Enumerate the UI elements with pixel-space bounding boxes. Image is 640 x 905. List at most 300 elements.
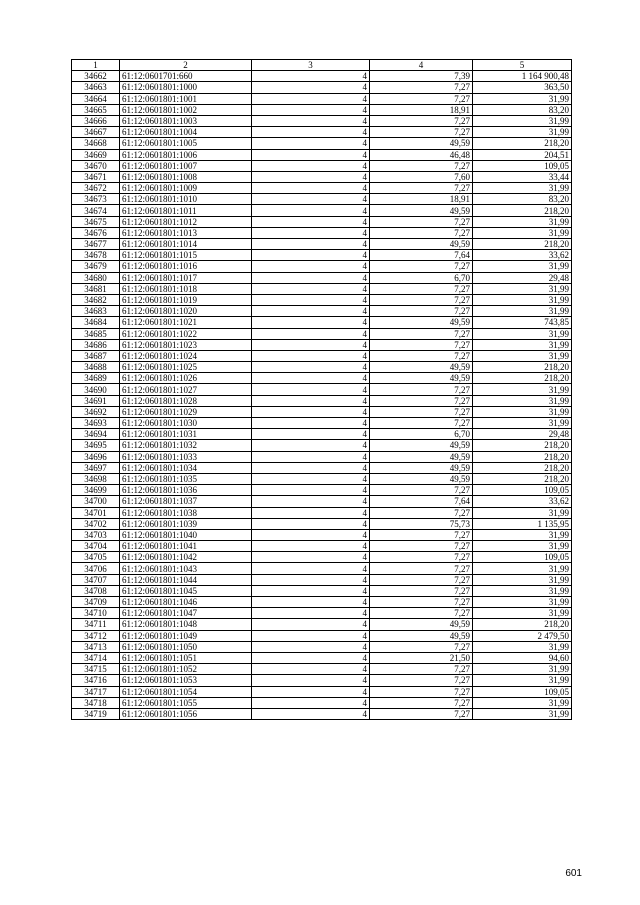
col-4-value: 49,59	[370, 138, 473, 149]
row-number: 34673	[72, 194, 120, 205]
row-number: 34690	[72, 384, 120, 395]
row-number: 34701	[72, 507, 120, 518]
cadastral-number: 61:12:0601801:1033	[120, 451, 252, 462]
col-4-value: 7,27	[370, 597, 473, 608]
cadastral-number: 61:12:0601801:1007	[120, 160, 252, 171]
table-row	[72, 708, 572, 719]
cadastral-number: 61:12:0601801:1040	[120, 529, 252, 540]
table-row	[72, 686, 572, 697]
col-4-value: 49,59	[370, 619, 473, 630]
row-number: 34691	[72, 395, 120, 406]
table-row	[72, 250, 572, 261]
row-number: 34667	[72, 127, 120, 138]
col-5-value: 2 479,50	[473, 630, 572, 641]
col-3-value: 4	[252, 373, 370, 384]
col-5-value: 109,05	[473, 552, 572, 563]
row-number: 34683	[72, 306, 120, 317]
col-5-value: 218,20	[473, 373, 572, 384]
cadastral-number: 61:12:0601801:1038	[120, 507, 252, 518]
col-4-value: 49,59	[370, 239, 473, 250]
page-number: 601	[565, 868, 582, 879]
col-4-value: 7,27	[370, 552, 473, 563]
row-number: 34679	[72, 261, 120, 272]
row-number: 34663	[72, 82, 120, 93]
row-number: 34682	[72, 294, 120, 305]
row-number: 34719	[72, 708, 120, 719]
col-4-value: 49,59	[370, 451, 473, 462]
cadastral-number: 61:12:0601801:1046	[120, 597, 252, 608]
col-5-value: 218,20	[473, 138, 572, 149]
col-5-value: 94,60	[473, 652, 572, 663]
table-row	[72, 574, 572, 585]
col-5-value: 31,99	[473, 529, 572, 540]
col-4-value: 49,59	[370, 317, 473, 328]
col-3-value: 4	[252, 171, 370, 182]
table-row	[72, 171, 572, 182]
col-4-value: 7,27	[370, 574, 473, 585]
table-row	[72, 183, 572, 194]
col-4-value: 7,27	[370, 294, 473, 305]
col-5-value: 218,20	[473, 451, 572, 462]
col-5-value: 363,50	[473, 82, 572, 93]
table-row	[72, 429, 572, 440]
col-4-value: 6,70	[370, 272, 473, 283]
row-number: 34678	[72, 250, 120, 261]
col-3-value: 4	[252, 429, 370, 440]
col-5-value: 31,99	[473, 563, 572, 574]
col-4-value: 46,48	[370, 149, 473, 160]
row-number: 34704	[72, 541, 120, 552]
col-4-value: 49,59	[370, 205, 473, 216]
cadastral-number: 61:12:0601801:1028	[120, 395, 252, 406]
table-row	[72, 71, 572, 82]
cadastral-number: 61:12:0601801:1034	[120, 462, 252, 473]
col-3-value: 4	[252, 384, 370, 395]
cadastral-number: 61:12:0601801:1008	[120, 171, 252, 182]
row-number: 34671	[72, 171, 120, 182]
col-3-value: 4	[252, 294, 370, 305]
table-row	[72, 373, 572, 384]
row-number: 34670	[72, 160, 120, 171]
col-3-value: 4	[252, 328, 370, 339]
col-3-value: 4	[252, 138, 370, 149]
col-4-value: 7,27	[370, 541, 473, 552]
col-5-value: 218,20	[473, 440, 572, 451]
col-3-value: 4	[252, 160, 370, 171]
table-row	[72, 485, 572, 496]
row-number: 34711	[72, 619, 120, 630]
cadastral-number: 61:12:0601801:1010	[120, 194, 252, 205]
row-number: 34708	[72, 585, 120, 596]
cadastral-number: 61:12:0601801:1011	[120, 205, 252, 216]
col-4-value: 7,27	[370, 160, 473, 171]
header-col-5: 5	[473, 60, 572, 71]
cadastral-number: 61:12:0601801:1042	[120, 552, 252, 563]
col-5-value: 218,20	[473, 239, 572, 250]
table-row	[72, 261, 572, 272]
cadastral-number: 61:12:0601801:1053	[120, 675, 252, 686]
col-4-value: 7,27	[370, 507, 473, 518]
col-5-value: 33,62	[473, 496, 572, 507]
col-3-value: 4	[252, 317, 370, 328]
table-row	[72, 205, 572, 216]
col-5-value: 109,05	[473, 485, 572, 496]
col-3-value: 4	[252, 518, 370, 529]
row-number: 34713	[72, 641, 120, 652]
cadastral-number: 61:12:0601801:1019	[120, 294, 252, 305]
header-col-2: 2	[120, 60, 252, 71]
col-5-value: 31,99	[473, 697, 572, 708]
col-3-value: 4	[252, 362, 370, 373]
col-5-value: 31,99	[473, 350, 572, 361]
row-number: 34714	[72, 652, 120, 663]
col-4-value: 75,73	[370, 518, 473, 529]
cadastral-number: 61:12:0601701:660	[120, 71, 252, 82]
col-4-value: 7,27	[370, 395, 473, 406]
cadastral-number: 61:12:0601801:1009	[120, 183, 252, 194]
col-3-value: 4	[252, 418, 370, 429]
col-5-value: 31,99	[473, 395, 572, 406]
col-3-value: 4	[252, 127, 370, 138]
header-col-1: 1	[72, 60, 120, 71]
col-5-value: 31,99	[473, 216, 572, 227]
cadastral-number: 61:12:0601801:1037	[120, 496, 252, 507]
cadastral-number: 61:12:0601801:1020	[120, 306, 252, 317]
table-row	[72, 362, 572, 373]
col-3-value: 4	[252, 652, 370, 663]
table-row	[72, 115, 572, 126]
table-row	[72, 104, 572, 115]
table-row	[72, 317, 572, 328]
cadastral-number: 61:12:0601801:1002	[120, 104, 252, 115]
col-3-value: 4	[252, 306, 370, 317]
col-4-value: 7,27	[370, 306, 473, 317]
cadastral-number: 61:12:0601801:1015	[120, 250, 252, 261]
row-number: 34718	[72, 697, 120, 708]
col-4-value: 7,27	[370, 418, 473, 429]
row-number: 34692	[72, 406, 120, 417]
col-3-value: 4	[252, 708, 370, 719]
row-number: 34717	[72, 686, 120, 697]
col-3-value: 4	[252, 283, 370, 294]
cadastral-number: 61:12:0601801:1004	[120, 127, 252, 138]
row-number: 34699	[72, 485, 120, 496]
table-row	[72, 160, 572, 171]
col-5-value: 31,99	[473, 261, 572, 272]
cadastral-number: 61:12:0601801:1049	[120, 630, 252, 641]
col-5-value: 33,62	[473, 250, 572, 261]
cadastral-number: 61:12:0601801:1027	[120, 384, 252, 395]
col-5-value: 743,85	[473, 317, 572, 328]
cadastral-number: 61:12:0601801:1014	[120, 239, 252, 250]
col-3-value: 4	[252, 250, 370, 261]
cadastral-number: 61:12:0601801:1032	[120, 440, 252, 451]
table-row	[72, 597, 572, 608]
table-row	[72, 127, 572, 138]
cadastral-number: 61:12:0601801:1054	[120, 686, 252, 697]
row-number: 34668	[72, 138, 120, 149]
cadastral-number: 61:12:0601801:1055	[120, 697, 252, 708]
col-3-value: 4	[252, 239, 370, 250]
col-3-value: 4	[252, 462, 370, 473]
col-4-value: 21,50	[370, 652, 473, 663]
row-number: 34662	[72, 71, 120, 82]
row-number: 34709	[72, 597, 120, 608]
col-4-value: 7,27	[370, 339, 473, 350]
col-5-value: 31,99	[473, 541, 572, 552]
cadastral-number: 61:12:0601801:1041	[120, 541, 252, 552]
col-3-value: 4	[252, 82, 370, 93]
cadastral-number: 61:12:0601801:1045	[120, 585, 252, 596]
col-4-value: 7,27	[370, 608, 473, 619]
col-4-value: 7,27	[370, 529, 473, 540]
cadastral-number: 61:12:0601801:1016	[120, 261, 252, 272]
col-5-value: 31,99	[473, 294, 572, 305]
row-number: 34716	[72, 675, 120, 686]
col-3-value: 4	[252, 507, 370, 518]
col-3-value: 4	[252, 552, 370, 563]
cadastral-number: 61:12:0601801:1029	[120, 406, 252, 417]
table-row	[72, 563, 572, 574]
col-5-value: 31,99	[473, 507, 572, 518]
col-5-value: 109,05	[473, 686, 572, 697]
table-row	[72, 630, 572, 641]
table-row	[72, 227, 572, 238]
cadastral-number: 61:12:0601801:1026	[120, 373, 252, 384]
cadastral-table	[71, 59, 572, 720]
col-4-value: 7,27	[370, 82, 473, 93]
row-number: 34669	[72, 149, 120, 160]
row-number: 34707	[72, 574, 120, 585]
col-4-value: 7,27	[370, 350, 473, 361]
col-4-value: 7,27	[370, 127, 473, 138]
col-3-value: 4	[252, 183, 370, 194]
table-row	[72, 619, 572, 630]
table-row	[72, 194, 572, 205]
col-3-value: 4	[252, 93, 370, 104]
col-3-value: 4	[252, 496, 370, 507]
table-row	[72, 473, 572, 484]
table-row	[72, 675, 572, 686]
col-5-value: 31,99	[473, 675, 572, 686]
col-5-value: 31,99	[473, 115, 572, 126]
col-4-value: 7,64	[370, 496, 473, 507]
col-3-value: 4	[252, 216, 370, 227]
table-row	[72, 93, 572, 104]
cadastral-number: 61:12:0601801:1051	[120, 652, 252, 663]
table-body	[72, 71, 572, 720]
col-5-value: 218,20	[473, 462, 572, 473]
col-4-value: 7,27	[370, 283, 473, 294]
table-row	[72, 462, 572, 473]
col-3-value: 4	[252, 205, 370, 216]
row-number: 34695	[72, 440, 120, 451]
row-number: 34688	[72, 362, 120, 373]
row-number: 34702	[72, 518, 120, 529]
cadastral-number: 61:12:0601801:1000	[120, 82, 252, 93]
col-5-value: 31,99	[473, 328, 572, 339]
col-4-value: 7,27	[370, 641, 473, 652]
col-4-value: 7,27	[370, 485, 473, 496]
row-number: 34685	[72, 328, 120, 339]
col-3-value: 4	[252, 272, 370, 283]
row-number: 34693	[72, 418, 120, 429]
col-4-value: 7,27	[370, 115, 473, 126]
cadastral-number: 61:12:0601801:1021	[120, 317, 252, 328]
col-3-value: 4	[252, 406, 370, 417]
table-row	[72, 541, 572, 552]
cadastral-number: 61:12:0601801:1048	[120, 619, 252, 630]
col-5-value: 218,20	[473, 362, 572, 373]
table-row	[72, 239, 572, 250]
row-number: 34677	[72, 239, 120, 250]
table-row	[72, 328, 572, 339]
col-3-value: 4	[252, 675, 370, 686]
col-3-value: 4	[252, 664, 370, 675]
col-5-value: 218,20	[473, 619, 572, 630]
table-row	[72, 395, 572, 406]
table-row	[72, 216, 572, 227]
col-4-value: 49,59	[370, 440, 473, 451]
col-3-value: 4	[252, 608, 370, 619]
table-row	[72, 529, 572, 540]
col-5-value: 31,99	[473, 418, 572, 429]
col-4-value: 7,27	[370, 216, 473, 227]
cadastral-number: 61:12:0601801:1031	[120, 429, 252, 440]
col-3-value: 4	[252, 71, 370, 82]
col-3-value: 4	[252, 597, 370, 608]
col-5-value: 218,20	[473, 473, 572, 484]
col-3-value: 4	[252, 451, 370, 462]
col-4-value: 7,27	[370, 93, 473, 104]
col-4-value: 49,59	[370, 630, 473, 641]
cadastral-number: 61:12:0601801:1050	[120, 641, 252, 652]
col-3-value: 4	[252, 686, 370, 697]
col-3-value: 4	[252, 194, 370, 205]
header-row	[72, 60, 572, 71]
row-number: 34703	[72, 529, 120, 540]
header-col-4: 4	[370, 60, 473, 71]
col-3-value: 4	[252, 395, 370, 406]
col-4-value: 49,59	[370, 462, 473, 473]
cadastral-number: 61:12:0601801:1044	[120, 574, 252, 585]
cadastral-number: 61:12:0601801:1052	[120, 664, 252, 675]
cadastral-number: 61:12:0601801:1043	[120, 563, 252, 574]
col-3-value: 4	[252, 585, 370, 596]
table-row	[72, 272, 572, 283]
row-number: 34712	[72, 630, 120, 641]
cadastral-number: 61:12:0601801:1013	[120, 227, 252, 238]
col-3-value: 4	[252, 641, 370, 652]
col-4-value: 6,70	[370, 429, 473, 440]
col-5-value: 31,99	[473, 608, 572, 619]
cadastral-number: 61:12:0601801:1017	[120, 272, 252, 283]
row-number: 34706	[72, 563, 120, 574]
col-5-value: 31,99	[473, 306, 572, 317]
table-row	[72, 418, 572, 429]
col-4-value: 7,27	[370, 708, 473, 719]
cadastral-number: 61:12:0601801:1056	[120, 708, 252, 719]
col-5-value: 33,44	[473, 171, 572, 182]
table-row	[72, 440, 572, 451]
col-5-value: 31,99	[473, 339, 572, 350]
col-4-value: 7,39	[370, 71, 473, 82]
row-number: 34696	[72, 451, 120, 462]
row-number: 34676	[72, 227, 120, 238]
col-5-value: 31,99	[473, 585, 572, 596]
col-5-value: 31,99	[473, 574, 572, 585]
table-row	[72, 664, 572, 675]
table-row	[72, 149, 572, 160]
col-3-value: 4	[252, 619, 370, 630]
row-number: 34664	[72, 93, 120, 104]
table-row	[72, 518, 572, 529]
col-4-value: 7,27	[370, 183, 473, 194]
row-number: 34666	[72, 115, 120, 126]
col-3-value: 4	[252, 227, 370, 238]
table-row	[72, 608, 572, 619]
row-number: 34672	[72, 183, 120, 194]
col-5-value: 31,99	[473, 641, 572, 652]
cadastral-number: 61:12:0601801:1047	[120, 608, 252, 619]
row-number: 34686	[72, 339, 120, 350]
col-5-value: 218,20	[473, 205, 572, 216]
col-5-value: 31,99	[473, 708, 572, 719]
col-4-value: 49,59	[370, 362, 473, 373]
table-row	[72, 138, 572, 149]
col-4-value: 7,27	[370, 664, 473, 675]
col-5-value: 31,99	[473, 384, 572, 395]
table-row	[72, 294, 572, 305]
col-5-value: 31,99	[473, 283, 572, 294]
table-row	[72, 496, 572, 507]
col-3-value: 4	[252, 261, 370, 272]
table-row	[72, 507, 572, 518]
row-number: 34684	[72, 317, 120, 328]
col-5-value: 31,99	[473, 183, 572, 194]
row-number: 34665	[72, 104, 120, 115]
col-3-value: 4	[252, 574, 370, 585]
col-5-value: 31,99	[473, 406, 572, 417]
cadastral-number: 61:12:0601801:1006	[120, 149, 252, 160]
table-row	[72, 451, 572, 462]
cadastral-number: 61:12:0601801:1039	[120, 518, 252, 529]
col-4-value: 49,59	[370, 473, 473, 484]
col-4-value: 7,27	[370, 328, 473, 339]
col-4-value: 7,27	[370, 406, 473, 417]
row-number: 34715	[72, 664, 120, 675]
col-5-value: 1 135,95	[473, 518, 572, 529]
cadastral-number: 61:12:0601801:1003	[120, 115, 252, 126]
row-number: 34675	[72, 216, 120, 227]
header-col-3: 3	[252, 60, 370, 71]
col-3-value: 4	[252, 339, 370, 350]
col-4-value: 18,91	[370, 194, 473, 205]
col-4-value: 7,64	[370, 250, 473, 261]
table-row	[72, 641, 572, 652]
row-number: 34698	[72, 473, 120, 484]
cadastral-number: 61:12:0601801:1022	[120, 328, 252, 339]
cadastral-number: 61:12:0601801:1030	[120, 418, 252, 429]
cadastral-number: 61:12:0601801:1005	[120, 138, 252, 149]
table-row	[72, 82, 572, 93]
col-3-value: 4	[252, 630, 370, 641]
col-3-value: 4	[252, 115, 370, 126]
col-3-value: 4	[252, 697, 370, 708]
col-5-value: 83,20	[473, 104, 572, 115]
cadastral-number: 61:12:0601801:1024	[120, 350, 252, 361]
col-4-value: 7,27	[370, 261, 473, 272]
